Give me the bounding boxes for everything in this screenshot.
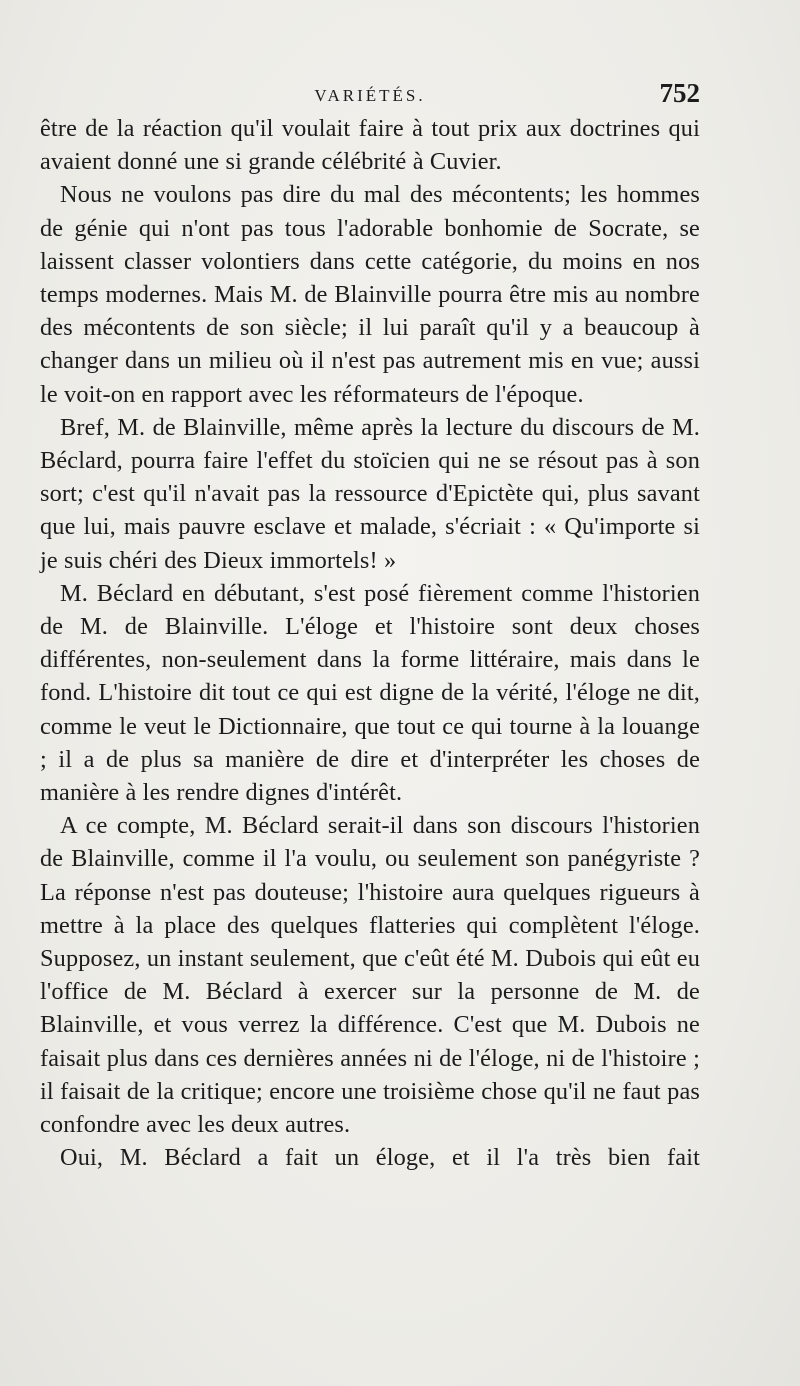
page-number: 752	[659, 78, 700, 108]
paragraph-2: Nous ne voulons pas dire du mal des mécontents; les hommes de génie qui n'ont pas tous l'adorable bonhomie de Socrate, se laissent classer volontiers dans cette catégorie, du moins en nos temps modernes. Mais M. de Blainville pourra être mis au nombre des mécontents de son siècle; il lui paraît qu'il y a beaucoup à changer dans un milieu où il n'est pas autrement mis en vue; aussi le voit-on en rapport avec les réformateurs de l'époque.	[40, 181, 700, 408]
paragraph-6: Oui, M. Béclard a fait un éloge, et il l'a très bien fait	[60, 1144, 700, 1172]
paragraph-3: Bref, M. de Blainville, même après la lecture du discours de M. Béclard, pourra faire l'effet du stoïcien qui ne se résout pas à son sort; c'est qu'il n'avait pas la ressource d'Epictète qui, plus savant que lui, mais pauvre esclave et malade, s'écriait : « Qu'importe si je suis chéri des Dieux immortels! »	[40, 413, 700, 574]
body-text	[40, 112, 700, 1175]
paragraph-1: être de la réaction qu'il voulait faire à tout prix aux doctrines qui avaient donné une si grande célébrité à Cuvier.	[40, 115, 700, 176]
paragraph-5: A ce compte, M. Béclard serait-il dans son discours l'historien de Blainville, comme il l'a voulu, ou seulement son panégyriste ? La réponse n'est pas douteuse; l'histoire aura quelques rigueurs à mettre à la place des quelques flatteries qui complètent l'éloge. Supposez, un instant seulement, que c'eût été M. Dubois qui eût eu l'office de M. Béclard à exercer sur la personne de M. de Blainville, et vous verrez la différence. C'est que M. Dubois ne faisait plus dans ces dernières années ni de l'éloge, ni de l'histoire ; il faisait de la critique; encore une troisième chose qu'il ne faut pas confondre avec les deux autres.	[40, 812, 700, 1139]
running-title: VARIÉTÉS.	[314, 86, 426, 105]
page-header	[40, 78, 700, 110]
paragraph-4: M. Béclard en débutant, s'est posé fièrement comme l'historien de M. de Blainville. L'éloge et l'histoire sont deux choses différentes, non-seulement dans la forme littéraire, mais dans le fond. L'histoire dit tout ce qui est digne de la vérité, l'éloge ne dit, comme le veut le Dictionnaire, que tout ce qui tourne à la louange ; il a de plus sa manière de dire et d'interpréter les choses de manière à les rendre dignes d'intérêt.	[40, 579, 700, 807]
